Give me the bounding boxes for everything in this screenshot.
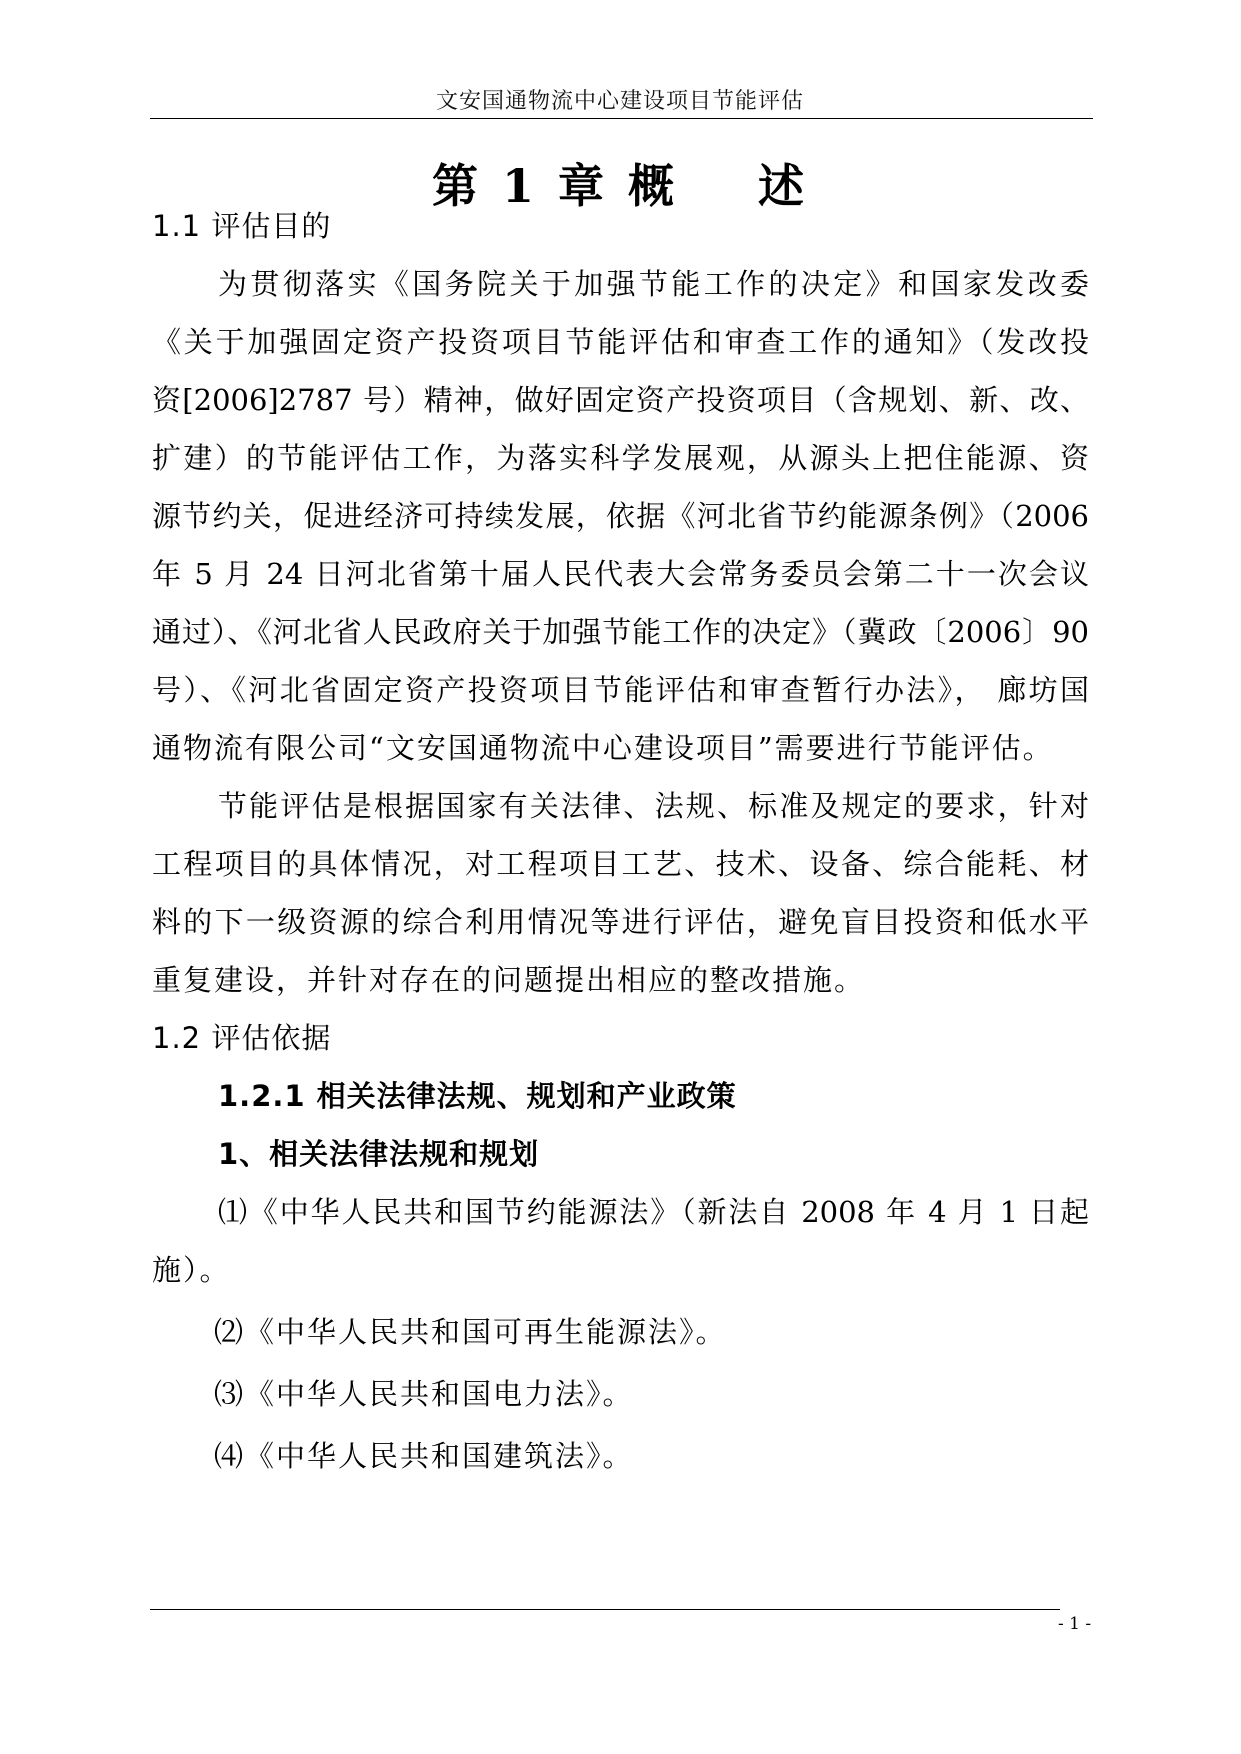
paragraph-1-line: 年 5 月 24 日河北省第十届人民代表大会常务委员会第二十一次会议 (152, 557, 1089, 591)
paragraph-2-line: 料的下一级资源的综合利用情况等进行评估，避免盲目投资和低水平 (152, 905, 1089, 939)
paragraph-1-line: 通物流有限公司“文安国通物流中心建设项目”需要进行节能评估。 (152, 731, 1054, 765)
law-item-2: ⑵《中华人民共和国可再生能源法》。 (214, 1315, 727, 1349)
paragraph-1-line: 源节约关，促进经济可持续发展，依据《河北省节约能源条例》（2006 (152, 499, 1089, 533)
law-item-1-continued: 施）。 (152, 1253, 231, 1287)
paragraph-1-line: 《关于加强固定资产投资项目节能评估和审查工作的通知》（发改投 (152, 325, 1089, 359)
paragraph-1-line: 通过）、《河北省人民政府关于加强节能工作的决定》（冀政〔2006〕90 (152, 615, 1089, 649)
paragraph-1-line: 扩建）的节能评估工作，为落实科学发展观，从源头上把住能源、资 (152, 441, 1089, 475)
paragraph-1-line: 为贯彻落实《国务院关于加强节能工作的决定》和国家发改委 (218, 267, 1089, 301)
footer-rule (150, 1609, 1060, 1610)
running-header: 文安国通物流中心建设项目节能评估 (435, 89, 804, 114)
header-rule (150, 118, 1093, 119)
paragraph-1-line: 号）、《河北省固定资产投资项目节能评估和审查暂行办法》， 廊坊国 (152, 673, 1089, 707)
paragraph-1-line: 资[2006]2787 号）精神，做好固定资产投资项目（含规划、新、改、 (152, 383, 1089, 417)
subsection-heading-1-2-1: 1.2.1 相关法律法规、规划和产业政策 (218, 1079, 737, 1113)
law-item-1: ⑴《中华人民共和国节约能源法》（新法自 2008 年 4 月 1 日起 (218, 1195, 1089, 1229)
law-item-4: ⑷《中华人民共和国建筑法》。 (214, 1439, 634, 1473)
paragraph-2-line: 节能评估是根据国家有关法律、法规、标准及规定的要求，针对 (218, 789, 1089, 823)
law-item-3: ⑶《中华人民共和国电力法》。 (214, 1377, 634, 1411)
paragraph-2-line: 工程项目的具体情况，对工程项目工艺、技术、设备、综合能耗、材 (152, 847, 1089, 881)
section-heading-1-1: 1.1 评估目的 (152, 209, 332, 243)
page-number: - 1 - (1058, 1614, 1092, 1634)
list-heading-laws: 1、相关法律法规和规划 (218, 1137, 540, 1171)
section-heading-1-2: 1.2 评估依据 (152, 1021, 332, 1055)
paragraph-2-line: 重复建设，并针对存在的问题提出相应的整改措施。 (152, 963, 866, 997)
chapter-title: 第 1 章 概 述 (431, 159, 809, 213)
